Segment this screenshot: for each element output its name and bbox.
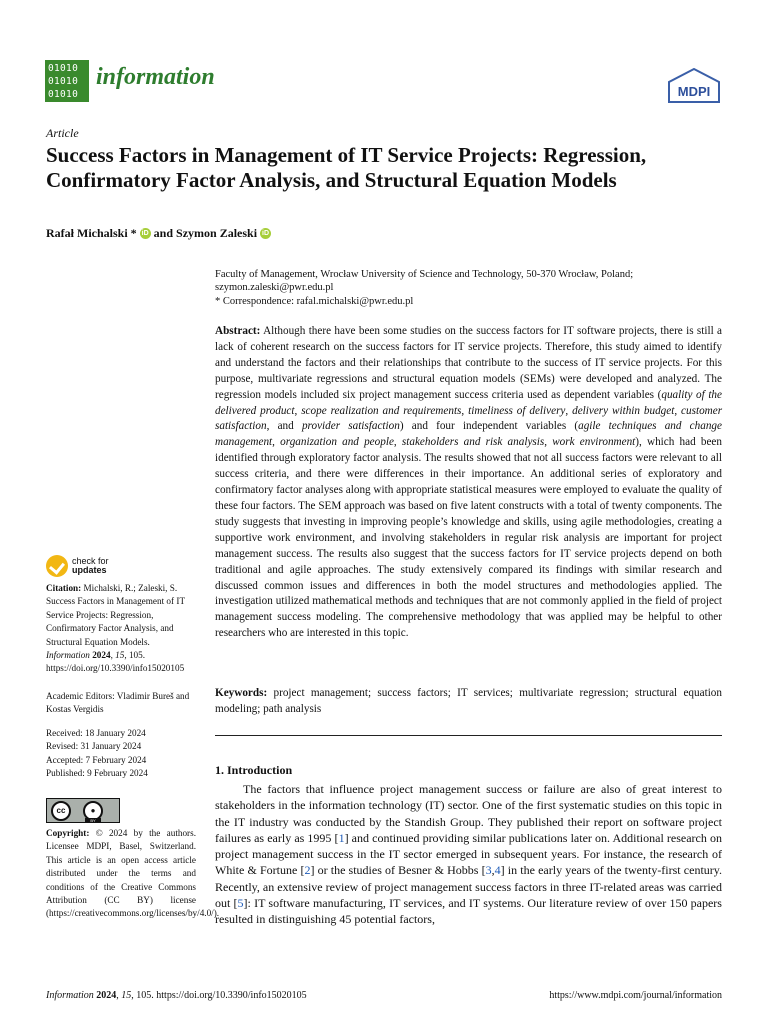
- updates-line: updates: [72, 565, 107, 575]
- footer-citation: Information 2024, 15, 105. https://doi.org/10.3390/info15020105: [46, 990, 307, 1001]
- abstract-text: , and: [266, 420, 302, 433]
- body-text: ] in the early years of the twenty-first century. Recently, an extensive review of project management success factors in three IT-related areas was carried out [: [215, 863, 722, 911]
- date-revised: Revised: 31 January 2024: [46, 741, 142, 752]
- citation-link[interactable]: 2: [304, 863, 311, 878]
- keywords-label: Keywords:: [215, 687, 268, 699]
- citation-link[interactable]: 4: [494, 863, 501, 878]
- abstract-term: organization and people: [280, 436, 394, 449]
- citation-doi[interactable]: , 105. https://doi.org/10.3390/info15020105: [46, 650, 185, 674]
- academic-editors: Academic Editors: Vladimir Bureš and Kostas Vergidis: [46, 691, 190, 715]
- citation-journal: Information: [46, 650, 90, 661]
- page-title: Success Factors in Management of IT Service Projects: Regression, Confirmatory Factor Analysis, and Structural Equation Models: [46, 143, 647, 192]
- orcid-icon[interactable]: iD: [262, 230, 270, 237]
- copyright-label: Copyright:: [46, 828, 90, 838]
- footer-doi[interactable]: , 105. https://doi.org/10.3390/info15020105: [131, 990, 307, 1001]
- date-accepted: Accepted: 7 February 2024: [46, 754, 147, 765]
- section-heading: 1. Introduction: [215, 763, 293, 777]
- footer-journal-url[interactable]: https://www.mdpi.com/journal/information: [549, 990, 722, 1001]
- abstract-term: quality of the delivered product: [215, 388, 722, 417]
- author-name[interactable]: Rafał Michalski *: [46, 226, 137, 240]
- date-received: Received: 18 January 2024: [46, 728, 146, 738]
- citation-link[interactable]: 3: [485, 863, 492, 878]
- abstract-text: ,: [544, 436, 553, 449]
- abstract-text: ,: [393, 436, 402, 449]
- article-dates: [46, 727, 196, 781]
- date-published: Published: 9 February 2024: [46, 768, 148, 779]
- keywords-text: project management; success factors; IT services; multivariate regression; structural equation modeling; path analysis: [215, 687, 722, 715]
- copyright-text: © 2024 by the authors. Licensee MDPI, Basel, Switzerland. This article is an open access article distributed under the terms and conditions of the Creative Commons Attribution (CC BY) license (https://creativecommons.org/licenses/by/4.0/).: [46, 828, 220, 919]
- body-text: ,: [491, 863, 495, 878]
- abstract-term: provider satisfaction: [301, 420, 400, 433]
- attribution-icon: ●: [83, 801, 103, 821]
- abstract-term: work environment: [552, 436, 636, 449]
- logo-bits-line: 01010: [48, 89, 79, 100]
- abstract-term: stakeholders and risk analysis: [401, 436, 545, 449]
- citation-label: Citation:: [46, 583, 82, 593]
- mdpi-logo: [666, 68, 722, 104]
- abstract: [215, 324, 722, 642]
- abstract-text: ,: [294, 404, 302, 417]
- abstract-term: agile techniques and change management: [215, 420, 722, 449]
- body-text: ] or the studies of Besner & Hobbs [: [310, 863, 486, 878]
- keywords: [215, 686, 722, 718]
- abstract-text: Although there have been some studies on the success factors for IT software projects, there is still a lack of coherent research on the success factors for IT service projects. Therefore, this study aimed to identify and understand the factors and their relationships that contribute to the success of IT service projects. For this purpose, multivariate regressions and structural equation models (SEMs) were developed and analyzed. The regression models included six project management success criteria used as dependent variables (: [215, 325, 722, 401]
- abstract-term: scope realization and requirements: [301, 404, 462, 417]
- body-text: ]: IT software manufacturing, IT services, and IT systems. Our literature review of over 150 papers resulted in distinguishing 45 potential factors,: [215, 896, 722, 927]
- copyright-notice: [46, 827, 220, 921]
- citation-link[interactable]: 1: [338, 830, 345, 845]
- updates-line: check for: [72, 556, 109, 566]
- body-text: ] and continued providing similar publications later on. Additional research on project management success in the IT sector emerged in subsequent years. For instance, the research of White & Fortune [: [215, 830, 723, 878]
- affiliation: Faculty of Management, Wrocław University of Science and Technology, 50-370 Wrocław, Poland;: [215, 269, 634, 280]
- intro-paragraph: [215, 781, 722, 928]
- citation-block: Citation: Michalski, R.; Zaleski, S. Success Factors in Management of IT Service Projects: Regression, Confirmatory Factor Analysis, and Structural Equation Models. Information 2024, 15, 105. https://doi.org/10.3390/info15020105: [46, 583, 185, 674]
- body-text: The factors that influence project management success or failure are also of great interest to stakeholders in the information technology (IT) sector. One of the first systematic studies on this topic in the IT industry was conducted by the Standish Group. They published their report on software project failures as early as 1995 [: [215, 782, 722, 845]
- logo-bits-line: 01010: [48, 76, 79, 87]
- abstract-text: ,: [674, 404, 682, 417]
- footer-journal: Information: [46, 990, 94, 1001]
- author-email-link[interactable]: szymon.zaleski@pwr.edu.pl: [215, 282, 334, 293]
- abstract-text: ,: [272, 436, 281, 449]
- journal-name: information: [96, 64, 215, 90]
- author-name[interactable]: and Szymon Zaleski: [153, 226, 258, 240]
- abstract-text: ,: [461, 404, 469, 417]
- section-divider: [215, 735, 722, 736]
- abstract-term: timeliness of delivery: [468, 404, 566, 417]
- footer-volume: 15: [121, 990, 132, 1001]
- citation-link[interactable]: 5: [237, 896, 244, 911]
- citation-text: Michalski, R.; Zaleski, S. Success Factors in Management of IT Service Projects: Regression, Confirmatory Factor Analysis, and Structural Equation Models.: [46, 583, 185, 647]
- by-label: BY: [85, 818, 101, 823]
- publisher-name: MDPI: [677, 84, 711, 99]
- footer-year: 2024: [96, 990, 117, 1001]
- citation-volume: 15: [115, 650, 125, 661]
- logo-bits-line: 01010: [48, 63, 79, 74]
- check-for-updates-button[interactable]: [46, 555, 109, 577]
- article-type: Article: [46, 126, 79, 140]
- cc-by-license-badge[interactable]: [46, 798, 120, 823]
- checkmark-icon: [46, 555, 68, 577]
- cc-icon: cc: [51, 801, 71, 821]
- abstract-text: ), which had been identified through exploratory factor analysis. The results showed that not all success factors were relevant to all success criteria, and there were differences in their importance. An additional series of exploratory and confirmatory factor analyses along with appropriate statistical measures were employed to evaluate the quality of these four factors. The SEM approach was based on five latent constructs with a total of twenty components. The study suggests that investing in improving people’s knowledge and skills, using agile methodologies, creating a supportive work environment, and involving stakeholders in regular risk analysis are important for project management success. The results also suggest that the success factors for IT service projects depend on both traditional and agile approaches. The study extensively compared its findings with similar research and discussed common issues and differences in both the model structures and methodologies applied. The investigation utilized mathematical methods and techniques that are not commonly applied in the field of project management success modeling. The comprehensive methodology that was applied may be helpful to other researchers who are interested in this topic.: [215, 436, 722, 640]
- abstract-term: customer satisfaction: [215, 404, 723, 433]
- author-list: [46, 226, 271, 241]
- journal-logo: [45, 60, 89, 102]
- citation-year: 2024: [92, 650, 111, 661]
- abstract-text: ) and four independent variables (: [399, 420, 579, 433]
- abstract-term: delivery within budget: [572, 404, 675, 417]
- orcid-icon[interactable]: iD: [141, 230, 149, 237]
- correspondence: * Correspondence: rafal.michalski@pwr.edu.pl: [215, 296, 414, 307]
- abstract-label: Abstract:: [215, 325, 261, 337]
- abstract-text: ,: [565, 404, 573, 417]
